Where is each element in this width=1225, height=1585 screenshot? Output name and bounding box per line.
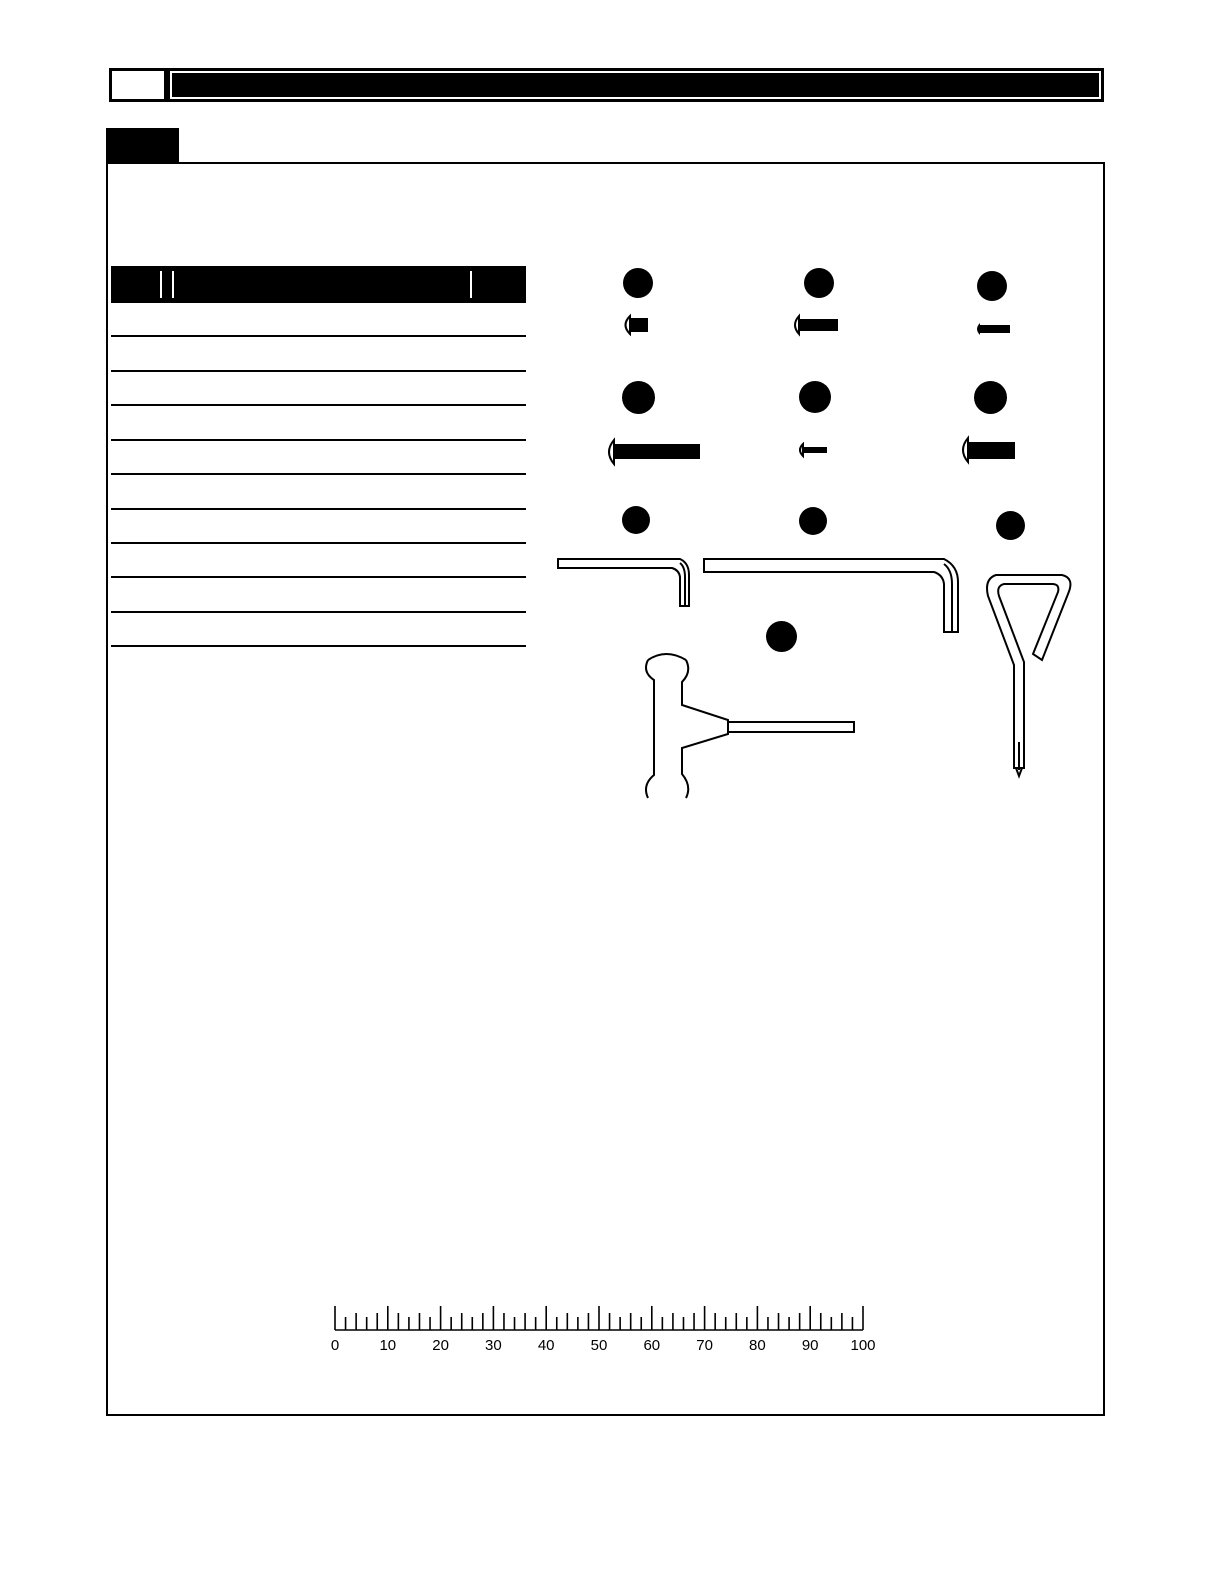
thick-bolt-icon	[963, 438, 1015, 462]
long-bolt-icon	[609, 440, 700, 464]
ruler-ticks	[335, 1306, 863, 1330]
large-allen-key-icon	[704, 559, 958, 632]
tiny-screw-icon	[800, 444, 827, 456]
small-screw-icon	[977, 323, 1010, 335]
phillips-screwdriver-icon	[987, 575, 1070, 776]
short-bolt-icon	[626, 316, 649, 334]
ruler-label: 0	[330, 1337, 340, 1354]
ruler-label: 100	[850, 1337, 876, 1354]
ruler-label: 70	[696, 1337, 713, 1354]
ruler-label: 80	[749, 1337, 766, 1354]
ruler-label: 30	[485, 1337, 502, 1354]
ruler-label: 20	[432, 1337, 449, 1354]
t-handle-wrench-icon	[646, 654, 854, 798]
medium-bolt-icon	[795, 316, 838, 334]
ruler-label: 50	[590, 1337, 608, 1354]
ruler-label: 10	[379, 1337, 397, 1354]
small-allen-key-icon	[558, 559, 689, 606]
ruler-label: 60	[643, 1337, 661, 1354]
ruler-label: 40	[537, 1337, 555, 1354]
measurement-ruler	[320, 1296, 890, 1356]
ruler-labels	[331, 1337, 876, 1354]
ruler-label: 90	[801, 1337, 819, 1354]
